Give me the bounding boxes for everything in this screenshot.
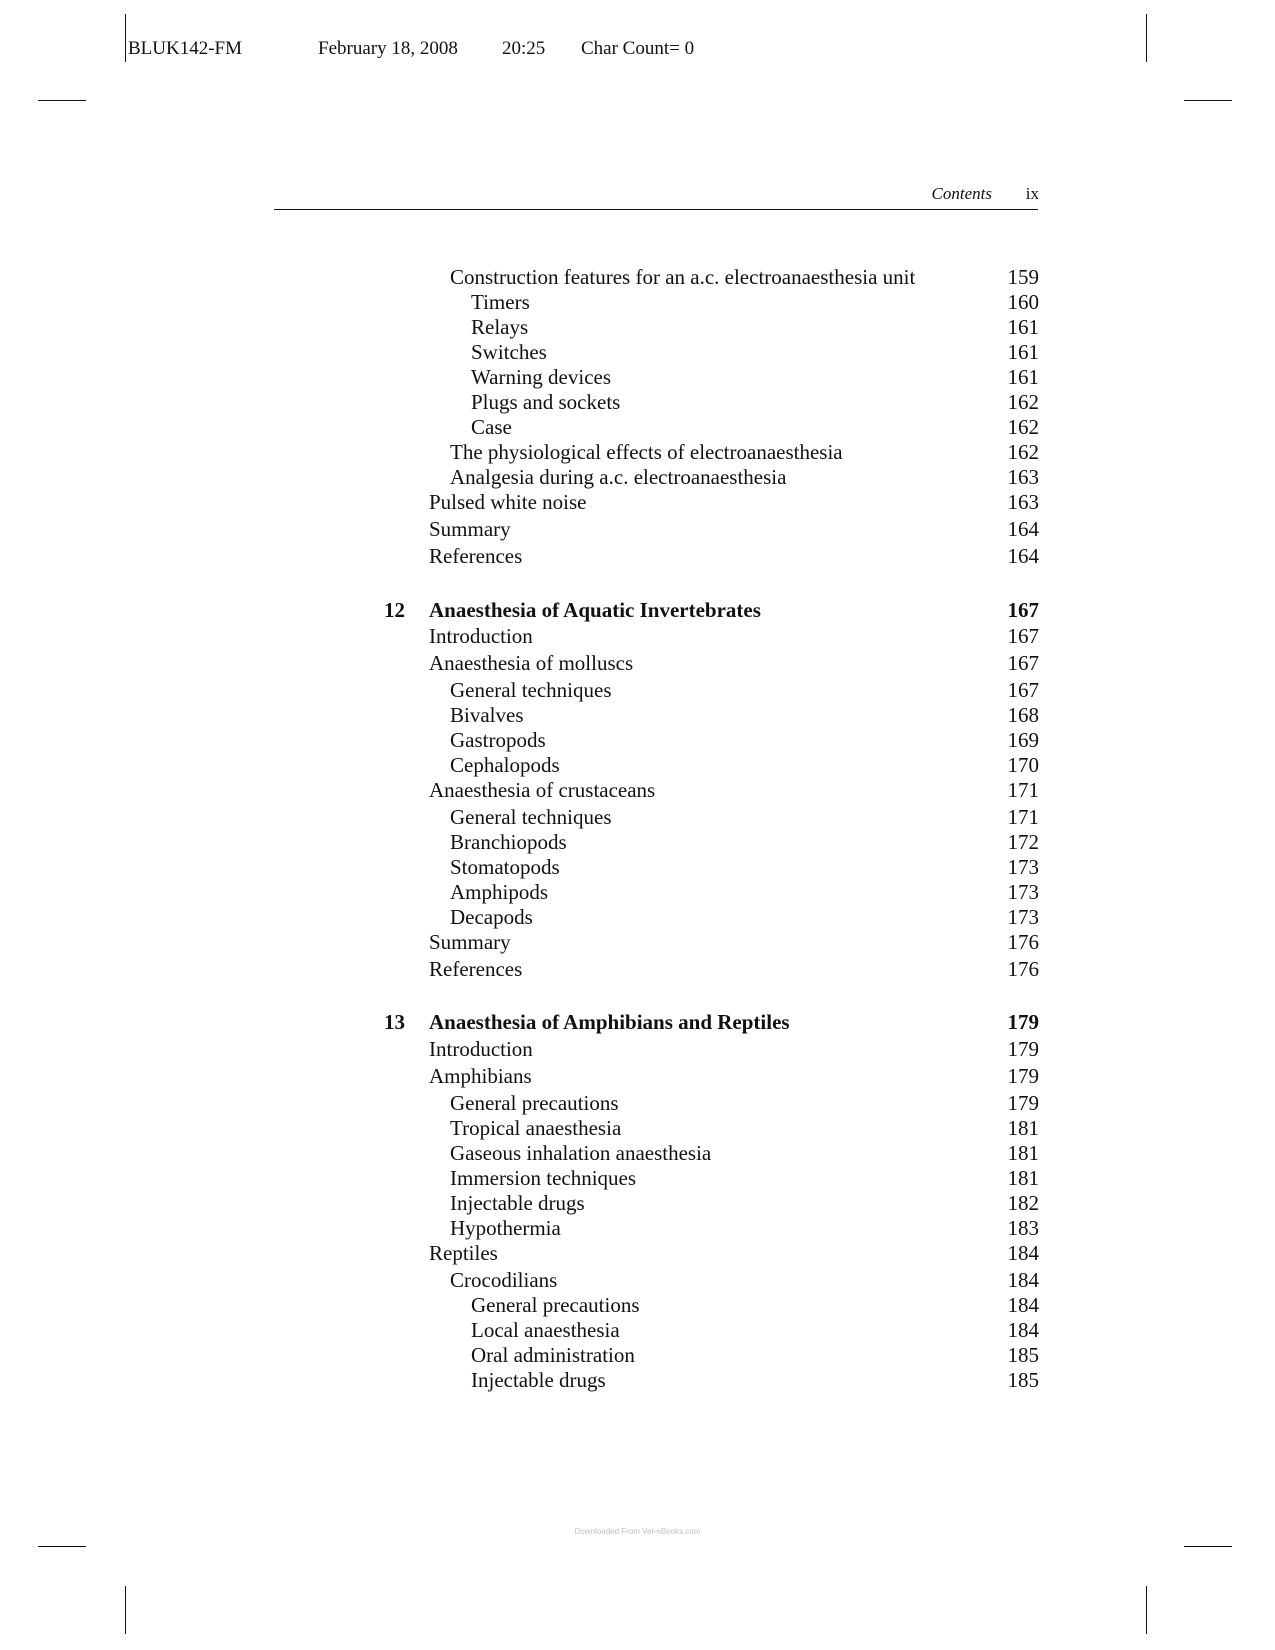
crop-mark-bottom-left-horizontal <box>38 1546 86 1547</box>
toc-page-number: 181 <box>1007 1141 1039 1165</box>
crop-mark-bottom-right-vertical <box>1146 1586 1147 1634</box>
toc-entry <box>0 650 1275 676</box>
toc-page-number: 168 <box>1007 703 1039 727</box>
toc-chapter-heading <box>0 597 1275 623</box>
toc-entry-title: References <box>429 957 523 981</box>
header-rule <box>274 209 1038 210</box>
toc-entry <box>0 289 1275 315</box>
chapter-title: Anaesthesia of Aquatic Invertebrates <box>429 598 761 622</box>
toc-page-number: 161 <box>1007 315 1039 339</box>
crop-mark-bottom-right-horizontal <box>1184 1546 1232 1547</box>
toc-entry <box>0 389 1275 415</box>
toc-entry-title: General techniques <box>450 678 612 702</box>
toc-entry <box>0 1140 1275 1166</box>
toc-entry <box>0 439 1275 465</box>
crop-mark-top-right-vertical <box>1146 14 1147 62</box>
toc-entry <box>0 956 1275 982</box>
toc-entry <box>0 677 1275 703</box>
toc-entry <box>0 543 1275 569</box>
toc-page-number: 183 <box>1007 1216 1039 1240</box>
toc-page-number: 182 <box>1007 1191 1039 1215</box>
toc-entry-title: Local anaesthesia <box>471 1318 620 1342</box>
toc-entry <box>0 489 1275 515</box>
toc-page-number: 161 <box>1007 340 1039 364</box>
toc-entry <box>0 516 1275 542</box>
running-head-title: Contents <box>931 184 992 203</box>
toc-entry-title: Anaesthesia of crustaceans <box>429 778 656 802</box>
crop-mark-top-right-horizontal <box>1184 100 1232 101</box>
toc-entry-title: Injectable drugs <box>450 1191 585 1215</box>
toc-entry-title: Hypothermia <box>450 1216 561 1240</box>
toc-page-number: 181 <box>1007 1166 1039 1190</box>
toc-entry-title: Introduction <box>429 1037 533 1061</box>
crop-mark-top-left-vertical <box>125 14 126 62</box>
toc-page-number: 181 <box>1007 1116 1039 1140</box>
toc-entry-title: Cephalopods <box>450 753 560 777</box>
toc-entry <box>0 1215 1275 1241</box>
toc-entry-title: Timers <box>471 290 530 314</box>
toc-entry-title: Anaesthesia of molluscs <box>429 651 634 675</box>
toc-page-number: 179 <box>1007 1064 1039 1088</box>
toc-entry <box>0 1292 1275 1318</box>
toc-entry-title: References <box>429 544 523 568</box>
slug-code: BLUK142-FM <box>128 38 243 59</box>
toc-entry <box>0 623 1275 649</box>
toc-entry <box>0 414 1275 440</box>
toc-page-number: 162 <box>1007 440 1039 464</box>
toc-page-number: 171 <box>1007 778 1039 802</box>
toc-entry <box>0 314 1275 340</box>
toc-page-number: 173 <box>1007 880 1039 904</box>
toc-chapter-heading <box>0 1009 1275 1035</box>
toc-entry-title: Summary <box>429 930 511 954</box>
toc-entry <box>0 1090 1275 1116</box>
toc-entry-title: Switches <box>471 340 547 364</box>
toc-page-number: 160 <box>1007 290 1039 314</box>
crop-mark-top-left-horizontal <box>38 100 86 101</box>
chapter-number: 12 <box>384 598 405 622</box>
toc-entry-title: Injectable drugs <box>471 1368 606 1392</box>
toc-entry-title: Construction features for an a.c. electroanaesthesia unit <box>450 265 916 289</box>
toc-entry <box>0 1063 1275 1089</box>
toc-page-number: 164 <box>1007 544 1039 568</box>
toc-page-number: 185 <box>1007 1368 1039 1392</box>
toc-page-number: 159 <box>1007 265 1039 289</box>
toc-entry <box>0 929 1275 955</box>
toc-entry-title: Summary <box>429 517 511 541</box>
toc-entry-title: Oral administration <box>471 1343 635 1367</box>
toc-entry-title: The physiological effects of electroanaesthesia <box>450 440 843 464</box>
toc-page-number: 169 <box>1007 728 1039 752</box>
toc-page-number: 184 <box>1007 1241 1039 1265</box>
toc-entry-title: Amphibians <box>429 1064 532 1088</box>
toc-page-number: 167 <box>1007 598 1039 622</box>
toc-page-number: 184 <box>1007 1318 1039 1342</box>
chapter-number: 13 <box>384 1010 405 1034</box>
toc-page-number: 167 <box>1007 651 1039 675</box>
toc-entry-title: Plugs and sockets <box>471 390 621 414</box>
toc-entry-title: Case <box>471 415 512 439</box>
toc-entry-title: Branchiopods <box>450 830 567 854</box>
toc-entry <box>0 879 1275 905</box>
toc-entry <box>0 1036 1275 1062</box>
toc-entry-title: Stomatopods <box>450 855 560 879</box>
toc-entry <box>0 264 1275 290</box>
toc-entry <box>0 727 1275 753</box>
toc-entry-title: Relays <box>471 315 529 339</box>
toc-entry <box>0 1342 1275 1368</box>
toc-entry-title: Gastropods <box>450 728 546 752</box>
slug-time: 20:25 <box>502 38 546 59</box>
toc-page-number: 170 <box>1007 753 1039 777</box>
toc-page-number: 173 <box>1007 905 1039 929</box>
toc-entry <box>0 464 1275 490</box>
toc-page-number: 167 <box>1007 624 1039 648</box>
toc-entry <box>0 1115 1275 1141</box>
toc-entry-title: General precautions <box>471 1293 640 1317</box>
toc-entry-title: Analgesia during a.c. electroanaesthesia <box>450 465 787 489</box>
toc-entry <box>0 1267 1275 1293</box>
toc-entry-title: Bivalves <box>450 703 524 727</box>
download-source-note: Downloaded From Vet-eBooks.com <box>574 1527 701 1536</box>
toc-page-number: 172 <box>1007 830 1039 854</box>
toc-entry-title: Immersion techniques <box>450 1166 637 1190</box>
toc-page-number: 171 <box>1007 805 1039 829</box>
toc-page-number: 184 <box>1007 1293 1039 1317</box>
chapter-title: Anaesthesia of Amphibians and Reptiles <box>429 1010 790 1034</box>
toc-entry-title: Decapods <box>450 905 533 929</box>
toc-entry-title: Introduction <box>429 624 533 648</box>
toc-page-number: 173 <box>1007 855 1039 879</box>
toc-page-number: 176 <box>1007 930 1039 954</box>
slug-date: February 18, 2008 <box>318 38 458 59</box>
toc-page-number: 179 <box>1007 1091 1039 1115</box>
toc-page-number: 176 <box>1007 957 1039 981</box>
toc-entry-title: Gaseous inhalation anaesthesia <box>450 1141 712 1165</box>
toc-entry-title: General techniques <box>450 805 612 829</box>
toc-page-number: 162 <box>1007 390 1039 414</box>
toc-entry <box>0 804 1275 830</box>
toc-entry-title: General precautions <box>450 1091 619 1115</box>
toc-page-number: 163 <box>1007 490 1039 514</box>
toc-entry <box>0 339 1275 365</box>
toc-entry-title: Pulsed white noise <box>429 490 587 514</box>
toc-entry <box>0 1190 1275 1216</box>
toc-entry-title: Amphipods <box>450 880 549 904</box>
toc-page-number: 185 <box>1007 1343 1039 1367</box>
toc-entry-title: Reptiles <box>429 1241 498 1265</box>
toc-entry <box>0 752 1275 778</box>
toc-page-number: 162 <box>1007 415 1039 439</box>
toc-entry <box>0 1165 1275 1191</box>
toc-entry <box>0 1367 1275 1393</box>
toc-entry <box>0 904 1275 930</box>
toc-page-number: 161 <box>1007 365 1039 389</box>
toc-entry <box>0 777 1275 803</box>
toc-entry <box>0 364 1275 390</box>
toc-page-number: 167 <box>1007 678 1039 702</box>
toc-entry <box>0 1317 1275 1343</box>
toc-entry-title: Crocodilians <box>450 1268 558 1292</box>
slug-char-count: Char Count= 0 <box>581 38 695 59</box>
page-number: ix <box>1025 184 1039 203</box>
crop-mark-bottom-left-vertical <box>125 1586 126 1634</box>
toc-entry-title: Warning devices <box>471 365 612 389</box>
toc-entry <box>0 829 1275 855</box>
toc-entry <box>0 854 1275 880</box>
toc-page-number: 179 <box>1007 1010 1039 1034</box>
toc-entry-title: Tropical anaesthesia <box>450 1116 622 1140</box>
toc-entry <box>0 702 1275 728</box>
toc-entry <box>0 1240 1275 1266</box>
toc-page-number: 184 <box>1007 1268 1039 1292</box>
toc-page-number: 179 <box>1007 1037 1039 1061</box>
toc-page-number: 164 <box>1007 517 1039 541</box>
toc-page-number: 163 <box>1007 465 1039 489</box>
